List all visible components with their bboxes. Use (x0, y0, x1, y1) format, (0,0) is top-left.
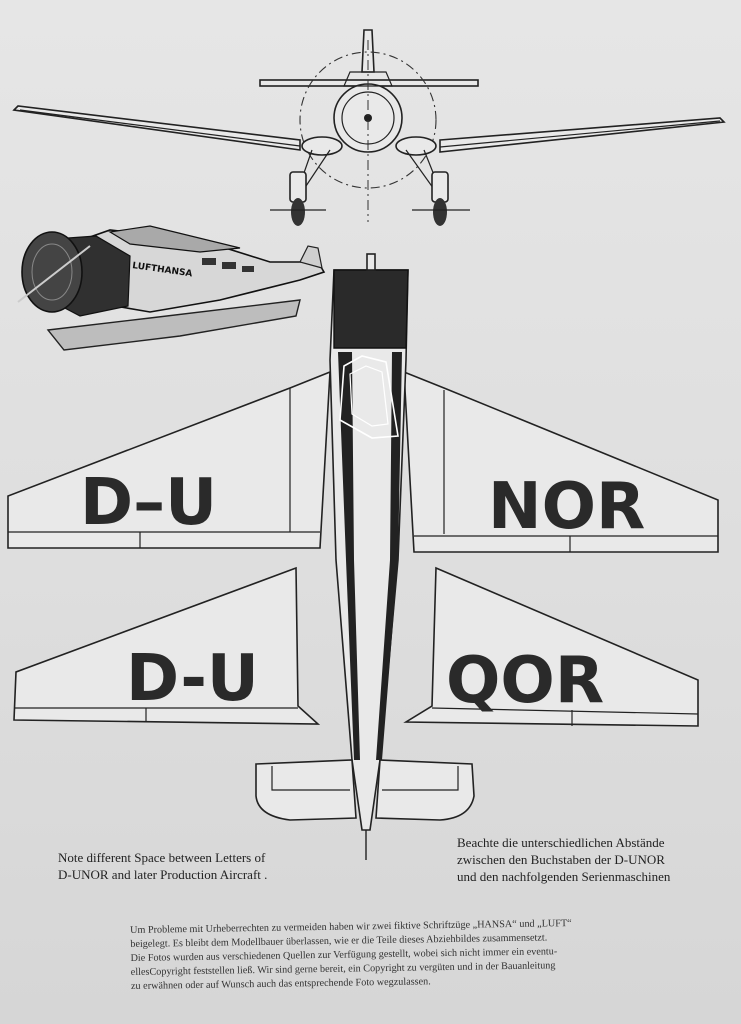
english-note-line-1: Note different Space between Letters of (58, 850, 266, 865)
aircraft-top-view (8, 254, 718, 860)
disclaimer-line-5: zu erwähnen oder auf Wunsch auch das entsprechende Foto wegzulassen. (130, 976, 431, 992)
english-note-line-2: D-UNOR and later Production Aircraft . (58, 867, 268, 882)
right-gear-fairing (432, 172, 448, 202)
disclaimer-line-2: beigelegt. Es bleibt dem Modellbauer überlassen, wie er die Teile dieses Abziehbildes zusammensetzt. (130, 932, 548, 950)
right-wheel (433, 198, 447, 226)
front-right-wing (440, 118, 724, 152)
registration-lower-right: QOR (446, 644, 605, 718)
registration-lower-left: D-U (126, 642, 259, 716)
german-note-line-3: und den nachfolgenden Serienmaschinen (457, 869, 671, 884)
registration-upper-right: NOR (488, 470, 646, 544)
top-engine-cowling (334, 270, 408, 348)
german-note-line-1: Beachte die unterschiedlichen Abstände (457, 835, 665, 850)
side-photo-lettering: LUFTHANSA (131, 261, 193, 280)
copyright-disclaimer (130, 916, 631, 994)
left-gear-fairing (290, 172, 306, 202)
german-note (457, 834, 727, 885)
disclaimer-line-1: Um Probleme mit Urheberrechten zu vermeiden haben wir zwei fiktive Schriftzüge „HANSA“ und „LUFT“ (130, 918, 572, 936)
disclaimer-line-3: Die Fotos wurden aus verschiedenen Quellen zur Verfügung gestellt, wobei sich nicht immer ein eventu- (130, 946, 558, 964)
german-note-line-2: zwischen den Buchstaben der D-UNOR (457, 852, 665, 867)
registration-upper-left: D–U (80, 466, 218, 540)
disclaimer-line-4: ellesCopyright feststellen ließ. Wir sind gerne bereit, ein Copyright zu vergüten und in der Bauanleitung (130, 960, 556, 978)
english-note (58, 849, 338, 883)
aircraft-front-view (14, 30, 724, 226)
left-wheel (291, 198, 305, 226)
aircraft-side-photo (18, 226, 324, 350)
